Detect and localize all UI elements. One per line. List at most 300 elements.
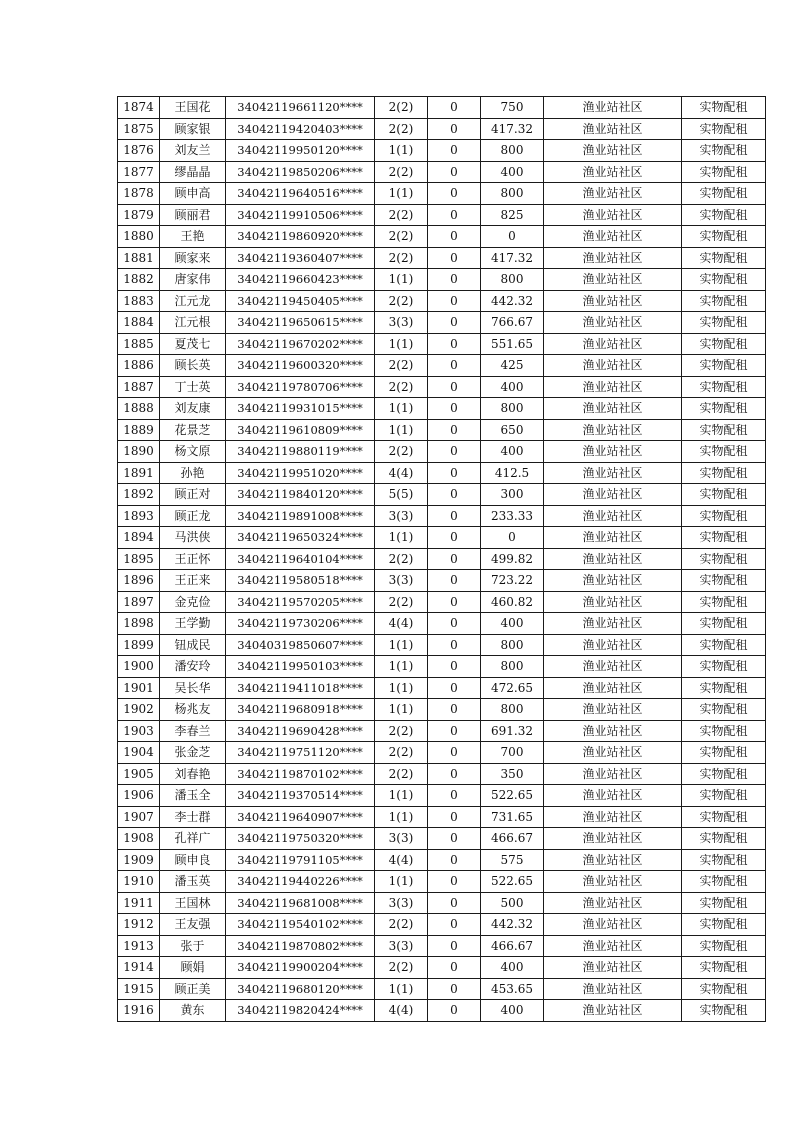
resident-name-cell: 缪晶晶 xyxy=(160,161,226,183)
resident-name-cell: 潘玉全 xyxy=(160,785,226,807)
household-size-cell: 1(1) xyxy=(375,398,428,420)
subsidy-col-cell: 0 xyxy=(428,742,481,764)
row-number-cell: 1903 xyxy=(118,720,160,742)
resident-name-cell: 顾长英 xyxy=(160,355,226,377)
community-cell: 渔业站社区 xyxy=(544,699,682,721)
allocation-type-cell: 实物配租 xyxy=(682,806,766,828)
table-row xyxy=(118,978,766,1000)
subsidy-col-cell: 0 xyxy=(428,140,481,162)
community-cell: 渔业站社区 xyxy=(544,398,682,420)
amount-cell: 700 xyxy=(481,742,544,764)
household-size-cell: 2(2) xyxy=(375,376,428,398)
allocation-type-cell: 实物配租 xyxy=(682,935,766,957)
row-number-cell: 1876 xyxy=(118,140,160,162)
resident-name-cell: 杨兆友 xyxy=(160,699,226,721)
subsidy-col-cell: 0 xyxy=(428,484,481,506)
subsidy-col-cell: 0 xyxy=(428,699,481,721)
row-number-cell: 1875 xyxy=(118,118,160,140)
resident-name-cell: 刘友兰 xyxy=(160,140,226,162)
household-size-cell: 2(2) xyxy=(375,548,428,570)
id-number-cell: 34042119931015**** xyxy=(226,398,375,420)
community-cell: 渔业站社区 xyxy=(544,484,682,506)
household-size-cell: 2(2) xyxy=(375,97,428,119)
household-size-cell: 2(2) xyxy=(375,720,428,742)
allocation-type-cell: 实物配租 xyxy=(682,742,766,764)
allocation-type-cell: 实物配租 xyxy=(682,871,766,893)
community-cell: 渔业站社区 xyxy=(544,140,682,162)
allocation-type-cell: 实物配租 xyxy=(682,376,766,398)
row-number-cell: 1874 xyxy=(118,97,160,119)
allocation-type-cell: 实物配租 xyxy=(682,570,766,592)
community-cell: 渔业站社区 xyxy=(544,742,682,764)
household-size-cell: 5(5) xyxy=(375,484,428,506)
allocation-type-cell: 实物配租 xyxy=(682,892,766,914)
community-cell: 渔业站社区 xyxy=(544,570,682,592)
row-number-cell: 1883 xyxy=(118,290,160,312)
table-row xyxy=(118,441,766,463)
resident-name-cell: 金克俭 xyxy=(160,591,226,613)
amount-cell: 425 xyxy=(481,355,544,377)
community-cell: 渔业站社区 xyxy=(544,269,682,291)
table-row xyxy=(118,312,766,334)
allocation-type-cell: 实物配租 xyxy=(682,849,766,871)
allocation-type-cell: 实物配租 xyxy=(682,441,766,463)
household-size-cell: 4(4) xyxy=(375,462,428,484)
household-size-cell: 2(2) xyxy=(375,247,428,269)
table-row xyxy=(118,871,766,893)
table-row xyxy=(118,849,766,871)
amount-cell: 400 xyxy=(481,1000,544,1022)
subsidy-col-cell: 0 xyxy=(428,656,481,678)
resident-name-cell: 王正来 xyxy=(160,570,226,592)
id-number-cell: 34042119891008**** xyxy=(226,505,375,527)
subsidy-col-cell: 0 xyxy=(428,849,481,871)
id-number-cell: 34042119680918**** xyxy=(226,699,375,721)
community-cell: 渔业站社区 xyxy=(544,634,682,656)
document-page xyxy=(117,96,765,1022)
household-size-cell: 1(1) xyxy=(375,871,428,893)
id-number-cell: 34042119870802**** xyxy=(226,935,375,957)
community-cell: 渔业站社区 xyxy=(544,355,682,377)
row-number-cell: 1900 xyxy=(118,656,160,678)
subsidy-col-cell: 0 xyxy=(428,548,481,570)
subsidy-col-cell: 0 xyxy=(428,183,481,205)
row-number-cell: 1897 xyxy=(118,591,160,613)
table-row xyxy=(118,785,766,807)
amount-cell: 500 xyxy=(481,892,544,914)
id-number-cell: 34042119600320**** xyxy=(226,355,375,377)
table-row xyxy=(118,161,766,183)
subsidy-col-cell: 0 xyxy=(428,935,481,957)
id-number-cell: 34042119860920**** xyxy=(226,226,375,248)
household-size-cell: 1(1) xyxy=(375,785,428,807)
table-row xyxy=(118,570,766,592)
id-number-cell: 34042119540102**** xyxy=(226,914,375,936)
resident-name-cell: 潘安玲 xyxy=(160,656,226,678)
resident-name-cell: 王学勤 xyxy=(160,613,226,635)
household-size-cell: 3(3) xyxy=(375,935,428,957)
household-size-cell: 4(4) xyxy=(375,1000,428,1022)
amount-cell: 766.67 xyxy=(481,312,544,334)
id-number-cell: 34042119910506**** xyxy=(226,204,375,226)
allocation-type-cell: 实物配租 xyxy=(682,333,766,355)
resident-name-cell: 王艳 xyxy=(160,226,226,248)
id-number-cell: 34042119670202**** xyxy=(226,333,375,355)
amount-cell: 551.65 xyxy=(481,333,544,355)
amount-cell: 800 xyxy=(481,699,544,721)
subsidy-col-cell: 0 xyxy=(428,763,481,785)
resident-name-cell: 顾正龙 xyxy=(160,505,226,527)
subsidy-col-cell: 0 xyxy=(428,376,481,398)
row-number-cell: 1905 xyxy=(118,763,160,785)
row-number-cell: 1884 xyxy=(118,312,160,334)
row-number-cell: 1889 xyxy=(118,419,160,441)
subsidy-col-cell: 0 xyxy=(428,355,481,377)
resident-name-cell: 杨文原 xyxy=(160,441,226,463)
id-number-cell: 34042119840120**** xyxy=(226,484,375,506)
subsidy-col-cell: 0 xyxy=(428,97,481,119)
community-cell: 渔业站社区 xyxy=(544,161,682,183)
table-row xyxy=(118,656,766,678)
row-number-cell: 1909 xyxy=(118,849,160,871)
table-row xyxy=(118,226,766,248)
table-body xyxy=(118,97,766,1022)
row-number-cell: 1894 xyxy=(118,527,160,549)
allocation-type-cell: 实物配租 xyxy=(682,140,766,162)
resident-name-cell: 顾娟 xyxy=(160,957,226,979)
household-size-cell: 3(3) xyxy=(375,892,428,914)
id-number-cell: 34042119950120**** xyxy=(226,140,375,162)
household-size-cell: 2(2) xyxy=(375,742,428,764)
allocation-type-cell: 实物配租 xyxy=(682,591,766,613)
row-number-cell: 1893 xyxy=(118,505,160,527)
id-number-cell: 34042119640104**** xyxy=(226,548,375,570)
row-number-cell: 1885 xyxy=(118,333,160,355)
subsidy-col-cell: 0 xyxy=(428,634,481,656)
id-number-cell: 34042119900204**** xyxy=(226,957,375,979)
id-number-cell: 34042119440226**** xyxy=(226,871,375,893)
allocation-type-cell: 实物配租 xyxy=(682,1000,766,1022)
row-number-cell: 1916 xyxy=(118,1000,160,1022)
community-cell: 渔业站社区 xyxy=(544,957,682,979)
community-cell: 渔业站社区 xyxy=(544,312,682,334)
community-cell: 渔业站社区 xyxy=(544,591,682,613)
row-number-cell: 1887 xyxy=(118,376,160,398)
subsidy-col-cell: 0 xyxy=(428,505,481,527)
allocation-type-cell: 实物配租 xyxy=(682,613,766,635)
amount-cell: 750 xyxy=(481,97,544,119)
allocation-type-cell: 实物配租 xyxy=(682,398,766,420)
row-number-cell: 1902 xyxy=(118,699,160,721)
row-number-cell: 1891 xyxy=(118,462,160,484)
resident-name-cell: 李士群 xyxy=(160,806,226,828)
row-number-cell: 1878 xyxy=(118,183,160,205)
row-number-cell: 1913 xyxy=(118,935,160,957)
household-size-cell: 1(1) xyxy=(375,656,428,678)
resident-name-cell: 顾正对 xyxy=(160,484,226,506)
id-number-cell: 34042119580518**** xyxy=(226,570,375,592)
resident-name-cell: 顾家来 xyxy=(160,247,226,269)
allocation-type-cell: 实物配租 xyxy=(682,978,766,1000)
amount-cell: 800 xyxy=(481,656,544,678)
row-number-cell: 1914 xyxy=(118,957,160,979)
subsidy-col-cell: 0 xyxy=(428,161,481,183)
community-cell: 渔业站社区 xyxy=(544,785,682,807)
table-row xyxy=(118,290,766,312)
community-cell: 渔业站社区 xyxy=(544,914,682,936)
table-row xyxy=(118,484,766,506)
household-size-cell: 2(2) xyxy=(375,204,428,226)
table-row xyxy=(118,247,766,269)
subsidy-col-cell: 0 xyxy=(428,892,481,914)
resident-name-cell: 顾申高 xyxy=(160,183,226,205)
community-cell: 渔业站社区 xyxy=(544,527,682,549)
amount-cell: 400 xyxy=(481,376,544,398)
row-number-cell: 1886 xyxy=(118,355,160,377)
community-cell: 渔业站社区 xyxy=(544,204,682,226)
resident-name-cell: 张于 xyxy=(160,935,226,957)
amount-cell: 575 xyxy=(481,849,544,871)
household-size-cell: 1(1) xyxy=(375,634,428,656)
id-number-cell: 34042119751120**** xyxy=(226,742,375,764)
row-number-cell: 1911 xyxy=(118,892,160,914)
subsidy-col-cell: 0 xyxy=(428,914,481,936)
id-number-cell: 34042119640907**** xyxy=(226,806,375,828)
household-size-cell: 4(4) xyxy=(375,849,428,871)
community-cell: 渔业站社区 xyxy=(544,226,682,248)
household-size-cell: 3(3) xyxy=(375,505,428,527)
table-row xyxy=(118,376,766,398)
resident-name-cell: 刘春艳 xyxy=(160,763,226,785)
community-cell: 渔业站社区 xyxy=(544,118,682,140)
table-row xyxy=(118,333,766,355)
community-cell: 渔业站社区 xyxy=(544,720,682,742)
resident-name-cell: 江元龙 xyxy=(160,290,226,312)
id-number-cell: 34042119661120**** xyxy=(226,97,375,119)
household-size-cell: 2(2) xyxy=(375,226,428,248)
allocation-type-cell: 实物配租 xyxy=(682,763,766,785)
row-number-cell: 1895 xyxy=(118,548,160,570)
row-number-cell: 1882 xyxy=(118,269,160,291)
allocation-type-cell: 实物配租 xyxy=(682,118,766,140)
resident-name-cell: 花景芝 xyxy=(160,419,226,441)
subsidy-col-cell: 0 xyxy=(428,226,481,248)
id-number-cell: 34042119951020**** xyxy=(226,462,375,484)
amount-cell: 522.65 xyxy=(481,785,544,807)
subsidy-col-cell: 0 xyxy=(428,828,481,850)
amount-cell: 300 xyxy=(481,484,544,506)
table-row xyxy=(118,419,766,441)
row-number-cell: 1877 xyxy=(118,161,160,183)
household-size-cell: 1(1) xyxy=(375,419,428,441)
household-size-cell: 1(1) xyxy=(375,269,428,291)
id-number-cell: 34042119780706**** xyxy=(226,376,375,398)
row-number-cell: 1879 xyxy=(118,204,160,226)
row-number-cell: 1890 xyxy=(118,441,160,463)
table-row xyxy=(118,183,766,205)
table-row xyxy=(118,97,766,119)
allocation-type-cell: 实物配租 xyxy=(682,312,766,334)
resident-name-cell: 钮成民 xyxy=(160,634,226,656)
subsidy-col-cell: 0 xyxy=(428,419,481,441)
subsidy-col-cell: 0 xyxy=(428,871,481,893)
id-number-cell: 34042119730206**** xyxy=(226,613,375,635)
resident-name-cell: 刘友康 xyxy=(160,398,226,420)
household-size-cell: 3(3) xyxy=(375,828,428,850)
row-number-cell: 1904 xyxy=(118,742,160,764)
community-cell: 渔业站社区 xyxy=(544,677,682,699)
community-cell: 渔业站社区 xyxy=(544,548,682,570)
household-size-cell: 2(2) xyxy=(375,355,428,377)
resident-name-cell: 王友强 xyxy=(160,914,226,936)
id-number-cell: 34042119411018**** xyxy=(226,677,375,699)
subsidy-col-cell: 0 xyxy=(428,269,481,291)
allocation-type-cell: 实物配租 xyxy=(682,957,766,979)
amount-cell: 691.32 xyxy=(481,720,544,742)
allocation-type-cell: 实物配租 xyxy=(682,677,766,699)
subsidy-col-cell: 0 xyxy=(428,462,481,484)
row-number-cell: 1888 xyxy=(118,398,160,420)
amount-cell: 723.22 xyxy=(481,570,544,592)
id-number-cell: 34042119690428**** xyxy=(226,720,375,742)
subsidy-col-cell: 0 xyxy=(428,720,481,742)
community-cell: 渔业站社区 xyxy=(544,978,682,1000)
id-number-cell: 34042119880119**** xyxy=(226,441,375,463)
subsidy-col-cell: 0 xyxy=(428,398,481,420)
amount-cell: 472.65 xyxy=(481,677,544,699)
id-number-cell: 34042119650615**** xyxy=(226,312,375,334)
table-row xyxy=(118,204,766,226)
row-number-cell: 1892 xyxy=(118,484,160,506)
amount-cell: 800 xyxy=(481,140,544,162)
community-cell: 渔业站社区 xyxy=(544,763,682,785)
table-row xyxy=(118,828,766,850)
community-cell: 渔业站社区 xyxy=(544,247,682,269)
subsidy-col-cell: 0 xyxy=(428,591,481,613)
allocation-type-cell: 实物配租 xyxy=(682,204,766,226)
community-cell: 渔业站社区 xyxy=(544,656,682,678)
allocation-type-cell: 实物配租 xyxy=(682,419,766,441)
amount-cell: 350 xyxy=(481,763,544,785)
subsidy-col-cell: 0 xyxy=(428,978,481,1000)
household-size-cell: 2(2) xyxy=(375,591,428,613)
household-size-cell: 1(1) xyxy=(375,527,428,549)
resident-name-cell: 张金芝 xyxy=(160,742,226,764)
resident-name-cell: 黄东 xyxy=(160,1000,226,1022)
table-row xyxy=(118,462,766,484)
community-cell: 渔业站社区 xyxy=(544,505,682,527)
allocation-type-cell: 实物配租 xyxy=(682,269,766,291)
amount-cell: 412.5 xyxy=(481,462,544,484)
id-number-cell: 34042119750320**** xyxy=(226,828,375,850)
household-size-cell: 2(2) xyxy=(375,118,428,140)
table-row xyxy=(118,677,766,699)
allocation-type-cell: 实物配租 xyxy=(682,699,766,721)
amount-cell: 400 xyxy=(481,441,544,463)
resident-name-cell: 王国花 xyxy=(160,97,226,119)
id-number-cell: 34042119570205**** xyxy=(226,591,375,613)
resident-name-cell: 马洪侠 xyxy=(160,527,226,549)
resident-name-cell: 王国林 xyxy=(160,892,226,914)
resident-name-cell: 潘玉英 xyxy=(160,871,226,893)
row-number-cell: 1896 xyxy=(118,570,160,592)
resident-name-cell: 江元根 xyxy=(160,312,226,334)
allocation-type-cell: 实物配租 xyxy=(682,505,766,527)
community-cell: 渔业站社区 xyxy=(544,441,682,463)
housing-allocation-table xyxy=(117,96,766,1022)
subsidy-col-cell: 0 xyxy=(428,1000,481,1022)
row-number-cell: 1901 xyxy=(118,677,160,699)
household-size-cell: 2(2) xyxy=(375,957,428,979)
resident-name-cell: 唐家伟 xyxy=(160,269,226,291)
community-cell: 渔业站社区 xyxy=(544,183,682,205)
id-number-cell: 34042119680120**** xyxy=(226,978,375,1000)
allocation-type-cell: 实物配租 xyxy=(682,656,766,678)
id-number-cell: 34042119610809**** xyxy=(226,419,375,441)
resident-name-cell: 夏茂七 xyxy=(160,333,226,355)
allocation-type-cell: 实物配租 xyxy=(682,355,766,377)
id-number-cell: 34042119870102**** xyxy=(226,763,375,785)
id-number-cell: 34040319850607**** xyxy=(226,634,375,656)
amount-cell: 825 xyxy=(481,204,544,226)
table-row xyxy=(118,892,766,914)
table-row xyxy=(118,140,766,162)
id-number-cell: 34042119950103**** xyxy=(226,656,375,678)
table-row xyxy=(118,548,766,570)
community-cell: 渔业站社区 xyxy=(544,806,682,828)
amount-cell: 466.67 xyxy=(481,935,544,957)
community-cell: 渔业站社区 xyxy=(544,828,682,850)
table-row xyxy=(118,742,766,764)
household-size-cell: 2(2) xyxy=(375,290,428,312)
amount-cell: 442.32 xyxy=(481,290,544,312)
household-size-cell: 3(3) xyxy=(375,312,428,334)
amount-cell: 466.67 xyxy=(481,828,544,850)
amount-cell: 233.33 xyxy=(481,505,544,527)
table-row xyxy=(118,591,766,613)
row-number-cell: 1910 xyxy=(118,871,160,893)
community-cell: 渔业站社区 xyxy=(544,871,682,893)
household-size-cell: 2(2) xyxy=(375,441,428,463)
resident-name-cell: 王正怀 xyxy=(160,548,226,570)
amount-cell: 800 xyxy=(481,269,544,291)
resident-name-cell: 李春兰 xyxy=(160,720,226,742)
id-number-cell: 34042119650324**** xyxy=(226,527,375,549)
allocation-type-cell: 实物配租 xyxy=(682,226,766,248)
subsidy-col-cell: 0 xyxy=(428,785,481,807)
row-number-cell: 1912 xyxy=(118,914,160,936)
household-size-cell: 1(1) xyxy=(375,333,428,355)
amount-cell: 400 xyxy=(481,161,544,183)
amount-cell: 522.65 xyxy=(481,871,544,893)
row-number-cell: 1915 xyxy=(118,978,160,1000)
table-row xyxy=(118,720,766,742)
id-number-cell: 34042119681008**** xyxy=(226,892,375,914)
allocation-type-cell: 实物配租 xyxy=(682,97,766,119)
household-size-cell: 3(3) xyxy=(375,570,428,592)
table-row xyxy=(118,269,766,291)
amount-cell: 800 xyxy=(481,183,544,205)
community-cell: 渔业站社区 xyxy=(544,849,682,871)
amount-cell: 460.82 xyxy=(481,591,544,613)
allocation-type-cell: 实物配租 xyxy=(682,484,766,506)
amount-cell: 417.32 xyxy=(481,247,544,269)
household-size-cell: 2(2) xyxy=(375,161,428,183)
row-number-cell: 1907 xyxy=(118,806,160,828)
table-row xyxy=(118,957,766,979)
allocation-type-cell: 实物配租 xyxy=(682,247,766,269)
subsidy-col-cell: 0 xyxy=(428,441,481,463)
